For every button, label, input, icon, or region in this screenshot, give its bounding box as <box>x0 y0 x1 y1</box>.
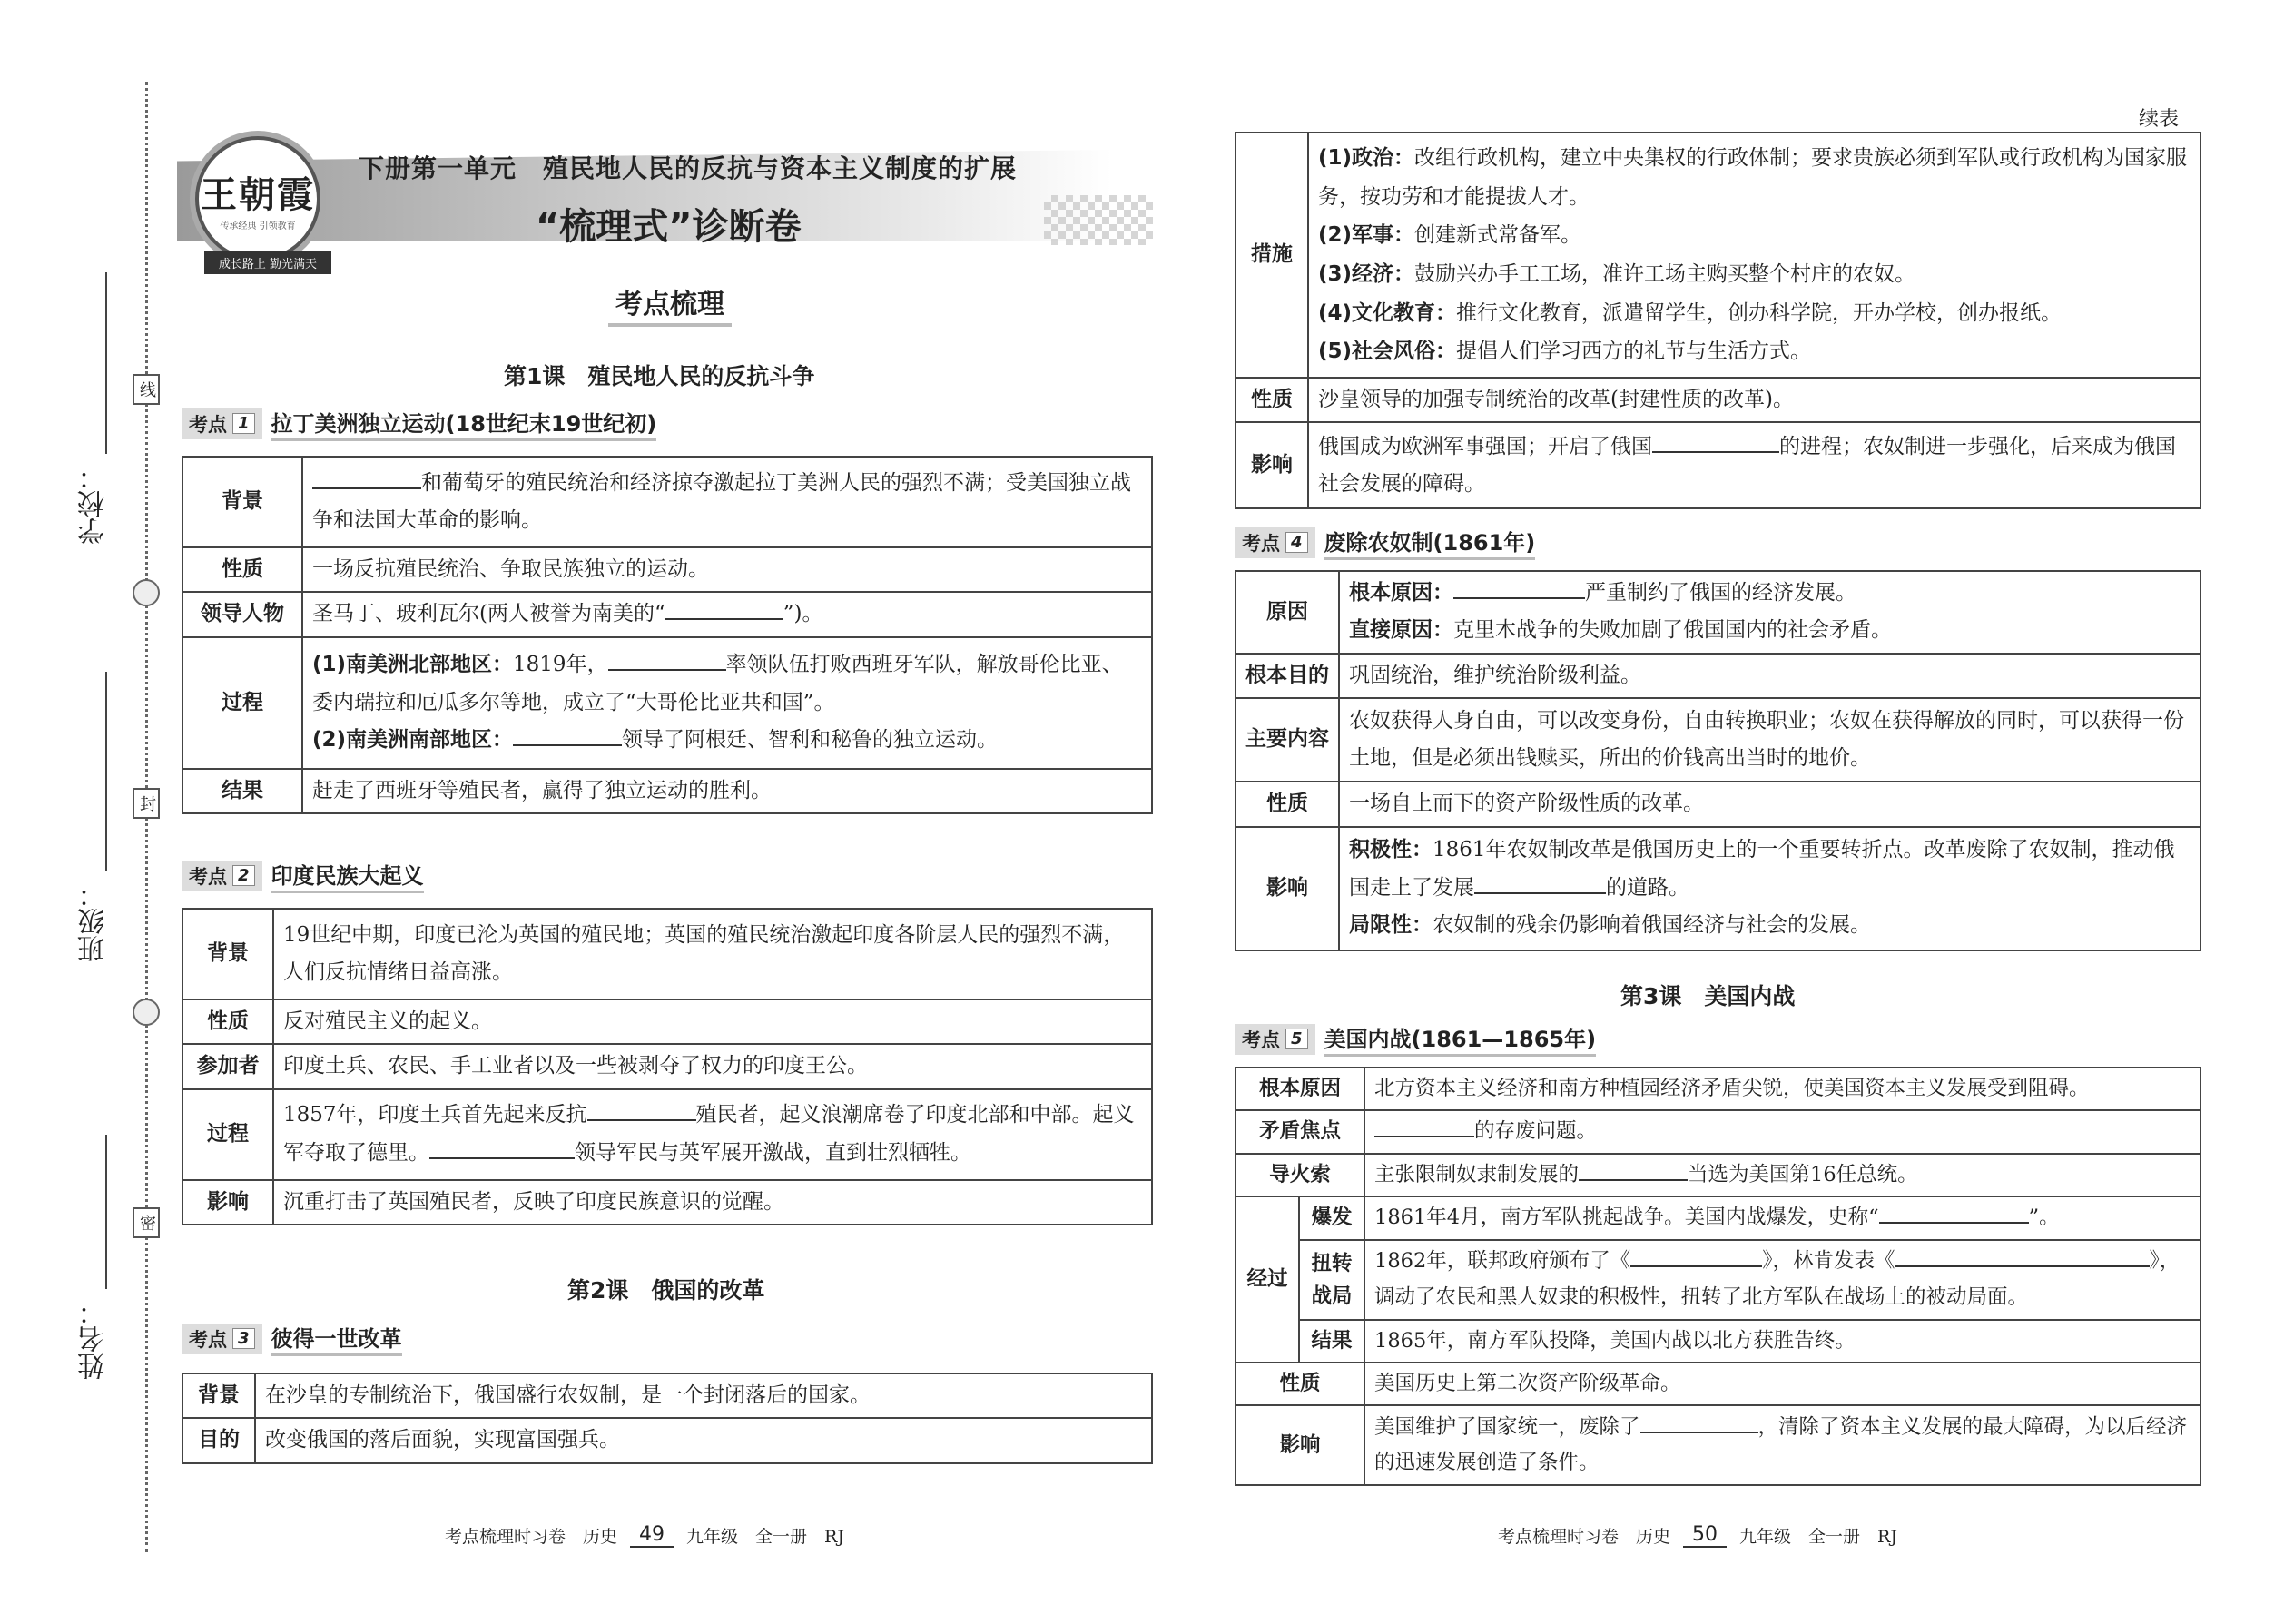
table-row <box>1236 827 2200 950</box>
fill-blank[interactable] <box>1640 1411 1758 1433</box>
margin-line-box: 线 <box>133 374 160 405</box>
table-row <box>1236 1320 2200 1363</box>
table-row <box>182 999 1152 1044</box>
row-content <box>1364 1196 2200 1239</box>
fill-blank[interactable] <box>1879 1202 2029 1225</box>
row-content <box>302 592 1152 636</box>
row-text: 鼓励兴办手工工场，准许工场主购买整个村庄的农奴。 <box>1414 262 1916 286</box>
row-text: 》，调动了农民和黑人奴隶的积极性，扭转了北方军队在战场上的被动局面。 <box>1374 1249 2181 1309</box>
row-text: 1862年，联邦政府颁布了《 <box>1374 1249 1631 1274</box>
table-row <box>182 1373 1152 1418</box>
row-header: 过程 <box>182 637 302 769</box>
lesson-3-title: 第3课 美国内战 <box>1620 983 1796 1009</box>
kp1-title: 拉丁美洲独立运动(18世纪末19世纪初) <box>271 406 657 441</box>
exam-title: “梳理式”诊断卷 <box>536 206 802 248</box>
fill-blank[interactable] <box>1374 1116 1474 1138</box>
row-content <box>1364 1110 2200 1153</box>
margin-seal-box: 封 <box>133 788 160 819</box>
page-number: 50 <box>1683 1523 1727 1548</box>
row-text: 北方资本主义经济和南方种植园经济矛盾尖锐，使美国资本主义发展受到阻碍。 <box>1364 1068 2200 1110</box>
fill-blank[interactable] <box>1579 1158 1688 1181</box>
row-content <box>1364 1405 2200 1485</box>
row-header: 影响 <box>1236 422 1308 508</box>
row-header: 性质 <box>1236 378 1308 422</box>
bold-label: (2)南美洲南部地区： <box>312 727 514 752</box>
kp4-table <box>1235 570 2201 951</box>
table-row <box>1236 571 2200 654</box>
table-row <box>182 592 1152 636</box>
fill-blank[interactable] <box>513 723 622 746</box>
kp4-number: 4 <box>1285 532 1308 553</box>
kp5-number: 5 <box>1285 1029 1308 1049</box>
row-text: 反对殖民主义的起义。 <box>273 999 1152 1044</box>
row-text: 1819年， <box>513 653 608 677</box>
fill-blank[interactable] <box>1630 1245 1762 1268</box>
kp4-heading <box>1235 525 1535 560</box>
kp3-title: 彼得一世改革 <box>271 1321 402 1356</box>
fill-blank[interactable] <box>1652 430 1779 453</box>
row-header: 影响 <box>1236 1405 1364 1485</box>
bold-label: 根本原因： <box>1349 581 1453 605</box>
table-row <box>182 769 1152 813</box>
kp3-table <box>182 1373 1153 1464</box>
row-text: ”。 <box>2028 1206 2060 1230</box>
row-text: 1861年农奴制改革是俄国历史上的一个重要转折点。改革废除了农奴制，推动俄国走上了发展 <box>1349 838 2175 900</box>
row-content <box>1308 422 2200 508</box>
row-header: 影响 <box>1236 827 1339 950</box>
continued-label: 续表 <box>2139 108 2180 131</box>
fill-blank[interactable] <box>608 648 726 671</box>
bold-label: (4)文化教育： <box>1318 300 1457 325</box>
row-header: 参加者 <box>182 1044 273 1088</box>
margin-circle <box>133 579 160 606</box>
fill-blank[interactable] <box>1474 871 1606 894</box>
kp1-heading <box>182 406 656 441</box>
table-row <box>182 1418 1152 1462</box>
row-header: 经过 <box>1236 1196 1299 1363</box>
row-text: 圣马丁、玻利瓦尔(两人被誉为南美的“ <box>312 602 665 626</box>
footer-left <box>445 1523 844 1548</box>
footer-grade: 九年级 全一册 RJ <box>1739 1527 1897 1547</box>
row-text: 严重制约了俄国的经济发展。 <box>1585 581 1856 605</box>
kp-label: 考点 <box>1242 1029 1280 1051</box>
table-row <box>1236 1068 2200 1110</box>
row-text: 沙皇领导的加强专制统治的改革(封建性质的改革)。 <box>1308 378 2200 422</box>
kp-label: 考点 <box>1242 532 1280 555</box>
row-text: 19世纪中期，印度已沦为英国的殖民地；英国的殖民统治激起印度各阶层人民的强烈不满，人们反抗情绪日益高涨。 <box>273 909 1152 999</box>
kp-label: 考点 <box>189 865 227 888</box>
sub-header: 扭转战局 <box>1299 1240 1364 1320</box>
bold-label: (3)经济： <box>1318 262 1415 286</box>
kp4-title: 废除农奴制(1861年) <box>1324 525 1536 560</box>
row-text: 的道路。 <box>1606 875 1689 900</box>
kp3-cont-table <box>1235 132 2201 509</box>
kp5-table <box>1235 1067 2201 1486</box>
row-header: 背景 <box>182 457 302 547</box>
row-text: 1865年，南方军队投降，美国内战以北方获胜告终。 <box>1364 1320 2200 1363</box>
kp5-title: 美国内战(1861—1865年) <box>1324 1021 1597 1057</box>
row-text: 改组行政机构，建立中央集权的行政体制；要求贵族必须到军队或行政机构为国家服务，按功劳和才能提拔人才。 <box>1318 146 2188 209</box>
table-row <box>182 637 1152 769</box>
row-text: 沉重打击了英国殖民者，反映了印度民族意识的觉醒。 <box>273 1180 1152 1225</box>
bold-label: (2)军事： <box>1318 223 1415 248</box>
row-header: 原因 <box>1236 571 1339 654</box>
logo-text: 王朝霞 <box>201 173 315 216</box>
row-header: 矛盾焦点 <box>1236 1110 1364 1153</box>
school-label: 学校： <box>78 463 110 545</box>
row-content <box>1339 571 2200 654</box>
fill-blank[interactable] <box>429 1137 575 1159</box>
table-row <box>182 547 1152 592</box>
table-row <box>1236 422 2200 508</box>
row-text: 领导军民与英军展开激战，直到壮烈牺牲。 <box>575 1140 971 1165</box>
class-line <box>105 672 107 871</box>
row-text: 农奴制的残余仍影响着俄国经济与社会的发展。 <box>1433 913 1871 938</box>
row-text: 克里木战争的失败加剧了俄国国内的社会矛盾。 <box>1453 618 1892 643</box>
section-heading: 考点梳理 <box>608 281 732 327</box>
row-text: ，清除了资本主义发展的最大障碍，为以后经济的迅速发展创造了条件。 <box>1374 1414 2188 1475</box>
row-text: 推行文化教育，派遣留学生，创办科学院，开办学校，创办报纸。 <box>1456 300 2063 325</box>
footer-series: 考点梳理时习卷 历史 <box>445 1527 618 1547</box>
fill-blank[interactable] <box>312 467 421 489</box>
row-content <box>302 457 1152 547</box>
footer-grade: 九年级 全一册 RJ <box>686 1527 844 1547</box>
table-row <box>182 909 1152 999</box>
row-header: 背景 <box>182 909 273 999</box>
bold-label: (1)南美洲北部地区： <box>312 653 514 677</box>
row-text: 提倡人们学习西方的礼节与生活方式。 <box>1456 340 1812 364</box>
row-text: 俄国成为欧洲军事强国；开启了俄国 <box>1318 434 1652 458</box>
row-header: 导火索 <box>1236 1154 1364 1196</box>
row-text: 主张限制奴隶制发展的 <box>1374 1162 1580 1186</box>
row-content <box>1364 1240 2200 1320</box>
row-header: 过程 <box>182 1089 273 1180</box>
table-row <box>1236 1110 2200 1153</box>
kp-label: 考点 <box>189 1328 227 1351</box>
kp5-heading <box>1235 1021 1596 1057</box>
bold-label: 局限性： <box>1349 913 1433 938</box>
row-header: 性质 <box>1236 782 1339 826</box>
row-header: 性质 <box>182 999 273 1044</box>
row-text: 农奴获得人身自由，可以改变身份，自由转换职业；农奴在获得解放的同时，可以获得一份土地，但是必须出钱赎买，所出的价钱高出当时的地价。 <box>1339 698 2200 782</box>
row-text: 的存废问题。 <box>1474 1119 1598 1144</box>
logo-subtext: 传承经典 引领教育 <box>220 221 296 231</box>
table-row <box>182 1044 1152 1088</box>
name-label: 姓名： <box>78 1298 110 1380</box>
bold-label: (1)政治： <box>1318 146 1415 171</box>
row-text: 1857年，印度土兵首先起来反抗 <box>283 1103 587 1127</box>
fill-blank[interactable] <box>1895 1245 2150 1268</box>
school-line <box>105 272 107 454</box>
sub-header: 爆发 <box>1299 1196 1364 1239</box>
kp3-number: 3 <box>232 1328 255 1349</box>
checker-decoration <box>1044 195 1153 245</box>
kp1-number: 1 <box>232 413 255 434</box>
row-header: 影响 <box>182 1180 273 1225</box>
fill-blank[interactable] <box>665 597 783 620</box>
table-row <box>182 1180 1152 1225</box>
logo-ribbon: 成长路上 勤光满天 <box>204 251 331 274</box>
row-text: 领导了阿根廷、智利和秘鲁的独立运动。 <box>622 727 999 752</box>
kp3-heading <box>182 1321 402 1356</box>
lesson-1-title: 第1课 殖民地人民的反抗斗争 <box>504 363 815 389</box>
bold-label: 积极性： <box>1349 838 1433 862</box>
unit-title: 下册第一单元 殖民地人民的反抗与资本主义制度的扩展 <box>359 153 1018 183</box>
row-text: 一场反抗殖民统治、争取民族独立的运动。 <box>302 547 1152 592</box>
row-content <box>273 1089 1152 1180</box>
row-text: 当选为美国第16任总统。 <box>1688 1162 1918 1186</box>
bold-label: (5)社会风俗： <box>1318 340 1457 364</box>
row-text: 殖民者，起义浪潮席卷了印度北部和中部。起义军夺取了德里。 <box>283 1103 1135 1165</box>
row-header: 目的 <box>182 1418 255 1462</box>
table-row <box>182 457 1152 547</box>
table-row <box>1236 698 2200 782</box>
row-content <box>1308 133 2200 378</box>
row-header: 措施 <box>1236 133 1308 378</box>
row-header: 主要内容 <box>1236 698 1339 782</box>
publisher-logo <box>195 136 320 261</box>
row-text: 》，林肯发表《 <box>1762 1249 1895 1274</box>
kp-label: 考点 <box>189 413 227 436</box>
kp1-table <box>182 456 1153 814</box>
row-text: 创建新式常备军。 <box>1414 223 1582 248</box>
row-content <box>1339 827 2200 950</box>
table-row <box>1236 1405 2200 1485</box>
row-header: 性质 <box>182 547 302 592</box>
footer-right <box>1498 1523 1897 1548</box>
row-text: 巩固统治，维护统治阶级利益。 <box>1339 654 2200 698</box>
fill-blank[interactable] <box>587 1098 696 1121</box>
table-row <box>1236 133 2200 378</box>
kp2-table <box>182 908 1153 1225</box>
row-text: ”)。 <box>783 602 823 626</box>
table-row <box>1236 1240 2200 1320</box>
table-row <box>182 1089 1152 1180</box>
fill-blank[interactable] <box>1453 576 1585 599</box>
sub-header: 结果 <box>1299 1320 1364 1363</box>
row-header: 领导人物 <box>182 592 302 636</box>
row-text: 的进程；农奴制进一步强化，后来成为俄国社会发展的障碍。 <box>1318 434 2176 496</box>
class-label: 班级： <box>78 881 110 962</box>
table-row <box>1236 654 2200 698</box>
kp2-number: 2 <box>232 865 255 886</box>
row-text: 率领队伍打败西班牙军队，解放哥伦比亚、委内瑞拉和厄瓜多尔等地，成立了“大哥伦比亚共和国”。 <box>312 653 1123 714</box>
row-text: 印度土兵、农民、手工业者以及一些被剥夺了权力的印度王公。 <box>273 1044 1152 1088</box>
row-text: 改变俄国的落后面貌，实现富国强兵。 <box>255 1418 1152 1462</box>
row-header: 根本目的 <box>1236 654 1339 698</box>
row-text: 和葡萄牙的殖民统治和经济掠夺激起拉丁美洲人民的强烈不满；受美国独立战争和法国大革命的影响。 <box>312 470 1131 532</box>
row-header: 性质 <box>1236 1363 1364 1405</box>
footer-series: 考点梳理时习卷 历史 <box>1498 1527 1671 1547</box>
row-content <box>302 637 1152 769</box>
name-line <box>105 1135 107 1289</box>
row-header: 背景 <box>182 1373 255 1418</box>
row-text: 美国历史上第二次资产阶级革命。 <box>1364 1363 2200 1405</box>
row-header: 根本原因 <box>1236 1068 1364 1110</box>
row-text: 赶走了西班牙等殖民者，赢得了独立运动的胜利。 <box>302 769 1152 813</box>
margin-circle <box>133 999 160 1026</box>
table-row <box>1236 1154 2200 1196</box>
row-text: 1861年4月，南方军队挑起战争。美国内战爆发，史称“ <box>1374 1206 1879 1230</box>
table-row <box>1236 1363 2200 1405</box>
kp2-heading <box>182 858 424 893</box>
row-text: 在沙皇的专制统治下，俄国盛行农奴制，是一个封闭落后的国家。 <box>255 1373 1152 1418</box>
table-row <box>1236 782 2200 826</box>
row-text: 美国维护了国家统一，废除了 <box>1374 1414 1640 1439</box>
row-text: 一场自上而下的资产阶级性质的改革。 <box>1339 782 2200 826</box>
page-number: 49 <box>630 1523 674 1548</box>
table-row <box>1236 1196 2200 1239</box>
table-row <box>1236 378 2200 422</box>
lesson-2-title: 第2课 俄国的改革 <box>567 1277 765 1304</box>
bold-label: 直接原因： <box>1349 618 1453 643</box>
margin-mi-box: 密 <box>133 1207 160 1238</box>
row-content <box>1364 1154 2200 1196</box>
row-header: 结果 <box>182 769 302 813</box>
kp2-title: 印度民族大起义 <box>271 858 424 893</box>
